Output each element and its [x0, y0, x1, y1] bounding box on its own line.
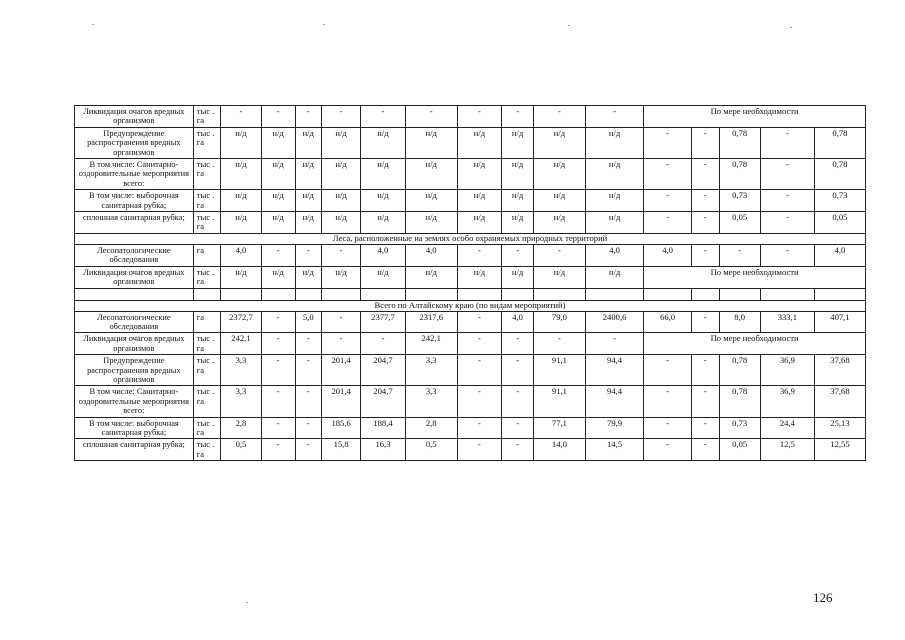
- table-row: [75, 106, 866, 128]
- value-cell: -: [644, 355, 692, 386]
- as-needed-note: По мере необходимости: [644, 106, 866, 128]
- measure-name: Ликвидация очагов вредных организмов: [75, 106, 194, 128]
- value-cell: -: [295, 439, 322, 461]
- value-cell: 0,78: [814, 159, 865, 190]
- value-cell: н/д: [221, 190, 261, 212]
- value-cell: -: [585, 106, 643, 128]
- value-cell: н/д: [322, 159, 361, 190]
- value-cell: -: [760, 212, 814, 234]
- measure-name: сплошная санитарная рубка;: [75, 212, 194, 234]
- empty-cell: [75, 288, 194, 300]
- value-cell: 2377,7: [361, 311, 406, 333]
- value-cell: -: [760, 127, 814, 158]
- value-cell: 204,7: [361, 355, 406, 386]
- value-cell: 77,1: [533, 417, 585, 439]
- value-cell: -: [644, 439, 692, 461]
- value-cell: н/д: [502, 159, 534, 190]
- unit-cell: тыс . га: [193, 212, 221, 234]
- value-cell: -: [361, 333, 406, 355]
- value-cell: 14,5: [585, 439, 643, 461]
- measure-name: Предупреждение распространения вредных организмов: [75, 355, 194, 386]
- value-cell: н/д: [221, 159, 261, 190]
- value-cell: н/д: [533, 266, 585, 288]
- value-cell: 407,1: [814, 311, 865, 333]
- section-row: [75, 233, 866, 244]
- value-cell: н/д: [405, 212, 457, 234]
- value-cell: 25,13: [814, 417, 865, 439]
- unit-cell: тыс . га: [193, 439, 221, 461]
- value-cell: 36,9: [760, 386, 814, 417]
- value-cell: -: [691, 439, 719, 461]
- empty-cell: [221, 288, 261, 300]
- empty-cell: [719, 288, 760, 300]
- value-cell: 4,0: [221, 244, 261, 266]
- value-cell: 36,9: [760, 355, 814, 386]
- value-cell: -: [261, 439, 295, 461]
- empty-cell: [502, 288, 534, 300]
- value-cell: 2400,6: [585, 311, 643, 333]
- value-cell: н/д: [261, 212, 295, 234]
- forestry-measures-table: [74, 105, 866, 461]
- measure-name: В том числе: выборочная санитарная рубка;: [75, 417, 194, 439]
- value-cell: -: [502, 355, 534, 386]
- value-cell: -: [691, 355, 719, 386]
- value-cell: н/д: [533, 159, 585, 190]
- page-number: 126: [813, 590, 833, 605]
- unit-cell: тыс . га: [193, 190, 221, 212]
- value-cell: -: [457, 417, 502, 439]
- value-cell: 15,8: [322, 439, 361, 461]
- value-cell: -: [322, 333, 361, 355]
- value-cell: н/д: [585, 266, 643, 288]
- value-cell: -: [322, 244, 361, 266]
- value-cell: н/д: [502, 266, 534, 288]
- value-cell: 0,05: [719, 212, 760, 234]
- table-row: [75, 159, 866, 190]
- value-cell: -: [221, 106, 261, 128]
- value-cell: -: [457, 333, 502, 355]
- value-cell: -: [691, 127, 719, 158]
- table-row: [75, 311, 866, 333]
- value-cell: 0,05: [814, 212, 865, 234]
- value-cell: н/д: [457, 266, 502, 288]
- value-cell: -: [457, 311, 502, 333]
- value-cell: 0,78: [719, 159, 760, 190]
- value-cell: 0,78: [814, 127, 865, 158]
- table-row: [75, 244, 866, 266]
- value-cell: н/д: [295, 159, 322, 190]
- value-cell: н/д: [533, 212, 585, 234]
- value-cell: -: [644, 127, 692, 158]
- unit-cell: тыс . га: [193, 159, 221, 190]
- empty-cell: [361, 288, 406, 300]
- value-cell: -: [719, 244, 760, 266]
- unit-cell: тыс . га: [193, 417, 221, 439]
- value-cell: 242,1: [221, 333, 261, 355]
- section-row: [75, 300, 866, 311]
- value-cell: н/д: [221, 212, 261, 234]
- empty-cell: [295, 288, 322, 300]
- value-cell: 0,73: [719, 190, 760, 212]
- value-cell: н/д: [295, 190, 322, 212]
- value-cell: -: [644, 190, 692, 212]
- value-cell: н/д: [585, 127, 643, 158]
- value-cell: н/д: [295, 212, 322, 234]
- value-cell: н/д: [261, 266, 295, 288]
- value-cell: -: [457, 355, 502, 386]
- value-cell: н/д: [585, 190, 643, 212]
- value-cell: 12,55: [814, 439, 865, 461]
- value-cell: -: [361, 106, 406, 128]
- value-cell: 24,4: [760, 417, 814, 439]
- value-cell: -: [295, 386, 322, 417]
- value-cell: н/д: [405, 190, 457, 212]
- value-cell: -: [691, 190, 719, 212]
- empty-cell: [585, 288, 643, 300]
- scan-speck: [323, 24, 325, 25]
- scan-speck: [246, 602, 248, 603]
- unit-cell: тыс . га: [193, 333, 221, 355]
- value-cell: -: [644, 212, 692, 234]
- value-cell: н/д: [361, 212, 406, 234]
- value-cell: н/д: [502, 212, 534, 234]
- value-cell: н/д: [261, 159, 295, 190]
- unit-cell: тыс . га: [193, 355, 221, 386]
- value-cell: -: [295, 244, 322, 266]
- value-cell: н/д: [502, 190, 534, 212]
- table-row: [75, 266, 866, 288]
- measure-name: В том числе: выборочная санитарная рубка;: [75, 190, 194, 212]
- measure-name: Лесопатологические обследования: [75, 311, 194, 333]
- value-cell: н/д: [533, 127, 585, 158]
- value-cell: -: [261, 106, 295, 128]
- measure-name: сплошная санитарная рубка;: [75, 439, 194, 461]
- value-cell: -: [502, 106, 534, 128]
- table-row: [75, 212, 866, 234]
- empty-cell: [760, 288, 814, 300]
- measure-name: Предупреждение распространения вредных организмов: [75, 127, 194, 158]
- value-cell: н/д: [261, 127, 295, 158]
- value-cell: 37,68: [814, 355, 865, 386]
- empty-cell: [405, 288, 457, 300]
- value-cell: 79,9: [585, 417, 643, 439]
- value-cell: -: [533, 333, 585, 355]
- empty-cell: [691, 288, 719, 300]
- value-cell: 4,0: [585, 244, 643, 266]
- value-cell: -: [502, 417, 534, 439]
- value-cell: 2372,7: [221, 311, 261, 333]
- value-cell: -: [457, 439, 502, 461]
- value-cell: н/д: [405, 159, 457, 190]
- measure-name: Ликвидация очагов вредных организмов: [75, 333, 194, 355]
- unit-cell: тыс . га: [193, 127, 221, 158]
- value-cell: 94,4: [585, 355, 643, 386]
- value-cell: н/д: [585, 212, 643, 234]
- value-cell: -: [261, 417, 295, 439]
- unit-cell: тыс . га: [193, 386, 221, 417]
- value-cell: -: [691, 417, 719, 439]
- measure-name: Лесопатологические обследования: [75, 244, 194, 266]
- value-cell: -: [322, 311, 361, 333]
- value-cell: -: [405, 106, 457, 128]
- value-cell: 14,0: [533, 439, 585, 461]
- value-cell: -: [295, 417, 322, 439]
- value-cell: -: [502, 333, 534, 355]
- value-cell: 242,1: [405, 333, 457, 355]
- value-cell: -: [691, 311, 719, 333]
- measure-name: Ликвидация очагов вредных организмов: [75, 266, 194, 288]
- value-cell: -: [691, 244, 719, 266]
- empty-cell: [457, 288, 502, 300]
- value-cell: -: [322, 106, 361, 128]
- value-cell: н/д: [322, 212, 361, 234]
- value-cell: 8,0: [719, 311, 760, 333]
- scan-speck: [790, 27, 792, 28]
- value-cell: -: [261, 311, 295, 333]
- value-cell: н/д: [457, 127, 502, 158]
- empty-cell: [193, 288, 221, 300]
- empty-cell: [814, 288, 865, 300]
- value-cell: 91,1: [533, 355, 585, 386]
- value-cell: н/д: [295, 127, 322, 158]
- value-cell: 0,78: [719, 386, 760, 417]
- value-cell: -: [457, 244, 502, 266]
- value-cell: н/д: [585, 159, 643, 190]
- value-cell: н/д: [457, 212, 502, 234]
- value-cell: -: [760, 244, 814, 266]
- value-cell: н/д: [322, 127, 361, 158]
- empty-cell: [322, 288, 361, 300]
- value-cell: н/д: [361, 190, 406, 212]
- value-cell: 0,73: [814, 190, 865, 212]
- value-cell: 94,4: [585, 386, 643, 417]
- value-cell: 0,78: [719, 127, 760, 158]
- table-row: [75, 190, 866, 212]
- value-cell: 4,0: [502, 311, 534, 333]
- value-cell: -: [502, 439, 534, 461]
- empty-cell: [533, 288, 585, 300]
- value-cell: -: [533, 106, 585, 128]
- value-cell: 188,4: [361, 417, 406, 439]
- value-cell: -: [691, 212, 719, 234]
- value-cell: 2,8: [405, 417, 457, 439]
- value-cell: н/д: [405, 266, 457, 288]
- value-cell: 5,0: [295, 311, 322, 333]
- value-cell: 37,68: [814, 386, 865, 417]
- value-cell: н/д: [221, 266, 261, 288]
- value-cell: -: [502, 386, 534, 417]
- value-cell: 201,4: [322, 386, 361, 417]
- value-cell: н/д: [405, 127, 457, 158]
- unit-cell: тыс . га: [193, 106, 221, 128]
- value-cell: н/д: [221, 127, 261, 158]
- unit-cell: тыс . га: [193, 266, 221, 288]
- value-cell: -: [760, 159, 814, 190]
- value-cell: н/д: [295, 266, 322, 288]
- table-row: [75, 386, 866, 417]
- unit-cell: га: [193, 311, 221, 333]
- value-cell: 16,3: [361, 439, 406, 461]
- value-cell: н/д: [261, 190, 295, 212]
- measure-name: В том числе: Санитарно-оздоровительные мероприятия всего:: [75, 386, 194, 417]
- empty-cell: [261, 288, 295, 300]
- value-cell: -: [644, 417, 692, 439]
- value-cell: -: [261, 355, 295, 386]
- value-cell: 3,3: [221, 386, 261, 417]
- as-needed-note: По мере необходимости: [644, 266, 866, 288]
- section-heading: Леса, расположенные на землях особо охраняемых природных территорий: [75, 233, 866, 244]
- value-cell: -: [533, 244, 585, 266]
- value-cell: 91,1: [533, 386, 585, 417]
- value-cell: 79,0: [533, 311, 585, 333]
- value-cell: -: [585, 333, 643, 355]
- value-cell: 0,78: [719, 355, 760, 386]
- value-cell: 201,4: [322, 355, 361, 386]
- unit-cell: га: [193, 244, 221, 266]
- value-cell: -: [760, 190, 814, 212]
- value-cell: н/д: [361, 127, 406, 158]
- as-needed-note: По мере необходимости: [644, 333, 866, 355]
- value-cell: 4,0: [644, 244, 692, 266]
- value-cell: -: [261, 333, 295, 355]
- table-row: [75, 355, 866, 386]
- value-cell: 333,1: [760, 311, 814, 333]
- measure-name: В том числе: Санитарно-оздоровительные мероприятия всего:: [75, 159, 194, 190]
- value-cell: 3,3: [221, 355, 261, 386]
- scan-speck: [92, 24, 94, 25]
- value-cell: н/д: [322, 266, 361, 288]
- value-cell: н/д: [322, 190, 361, 212]
- value-cell: 2,8: [221, 417, 261, 439]
- value-cell: 4,0: [361, 244, 406, 266]
- value-cell: н/д: [457, 159, 502, 190]
- value-cell: -: [261, 386, 295, 417]
- value-cell: 0,73: [719, 417, 760, 439]
- value-cell: 185,6: [322, 417, 361, 439]
- value-cell: н/д: [502, 127, 534, 158]
- value-cell: н/д: [533, 190, 585, 212]
- value-cell: 3,3: [405, 386, 457, 417]
- empty-cell: [644, 288, 692, 300]
- value-cell: 12,5: [760, 439, 814, 461]
- value-cell: -: [295, 106, 322, 128]
- blank-row: [75, 288, 866, 300]
- value-cell: -: [644, 159, 692, 190]
- value-cell: -: [502, 244, 534, 266]
- value-cell: 0,05: [719, 439, 760, 461]
- value-cell: -: [457, 386, 502, 417]
- value-cell: -: [261, 244, 295, 266]
- value-cell: н/д: [361, 159, 406, 190]
- table-row: [75, 127, 866, 158]
- value-cell: 66,0: [644, 311, 692, 333]
- table-row: [75, 417, 866, 439]
- value-cell: -: [295, 333, 322, 355]
- value-cell: -: [691, 159, 719, 190]
- value-cell: 2317,6: [405, 311, 457, 333]
- value-cell: 0,5: [405, 439, 457, 461]
- value-cell: н/д: [361, 266, 406, 288]
- value-cell: 3,3: [405, 355, 457, 386]
- table-row: [75, 333, 866, 355]
- scan-speck: [568, 25, 570, 26]
- value-cell: 4,0: [814, 244, 865, 266]
- section-heading: Всего по Алтайскому краю (по видам мероприятий): [75, 300, 866, 311]
- table-row: [75, 439, 866, 461]
- value-cell: -: [457, 106, 502, 128]
- value-cell: -: [295, 355, 322, 386]
- value-cell: -: [691, 386, 719, 417]
- value-cell: 4,0: [405, 244, 457, 266]
- value-cell: 204,7: [361, 386, 406, 417]
- value-cell: -: [644, 386, 692, 417]
- value-cell: 0,5: [221, 439, 261, 461]
- value-cell: н/д: [457, 190, 502, 212]
